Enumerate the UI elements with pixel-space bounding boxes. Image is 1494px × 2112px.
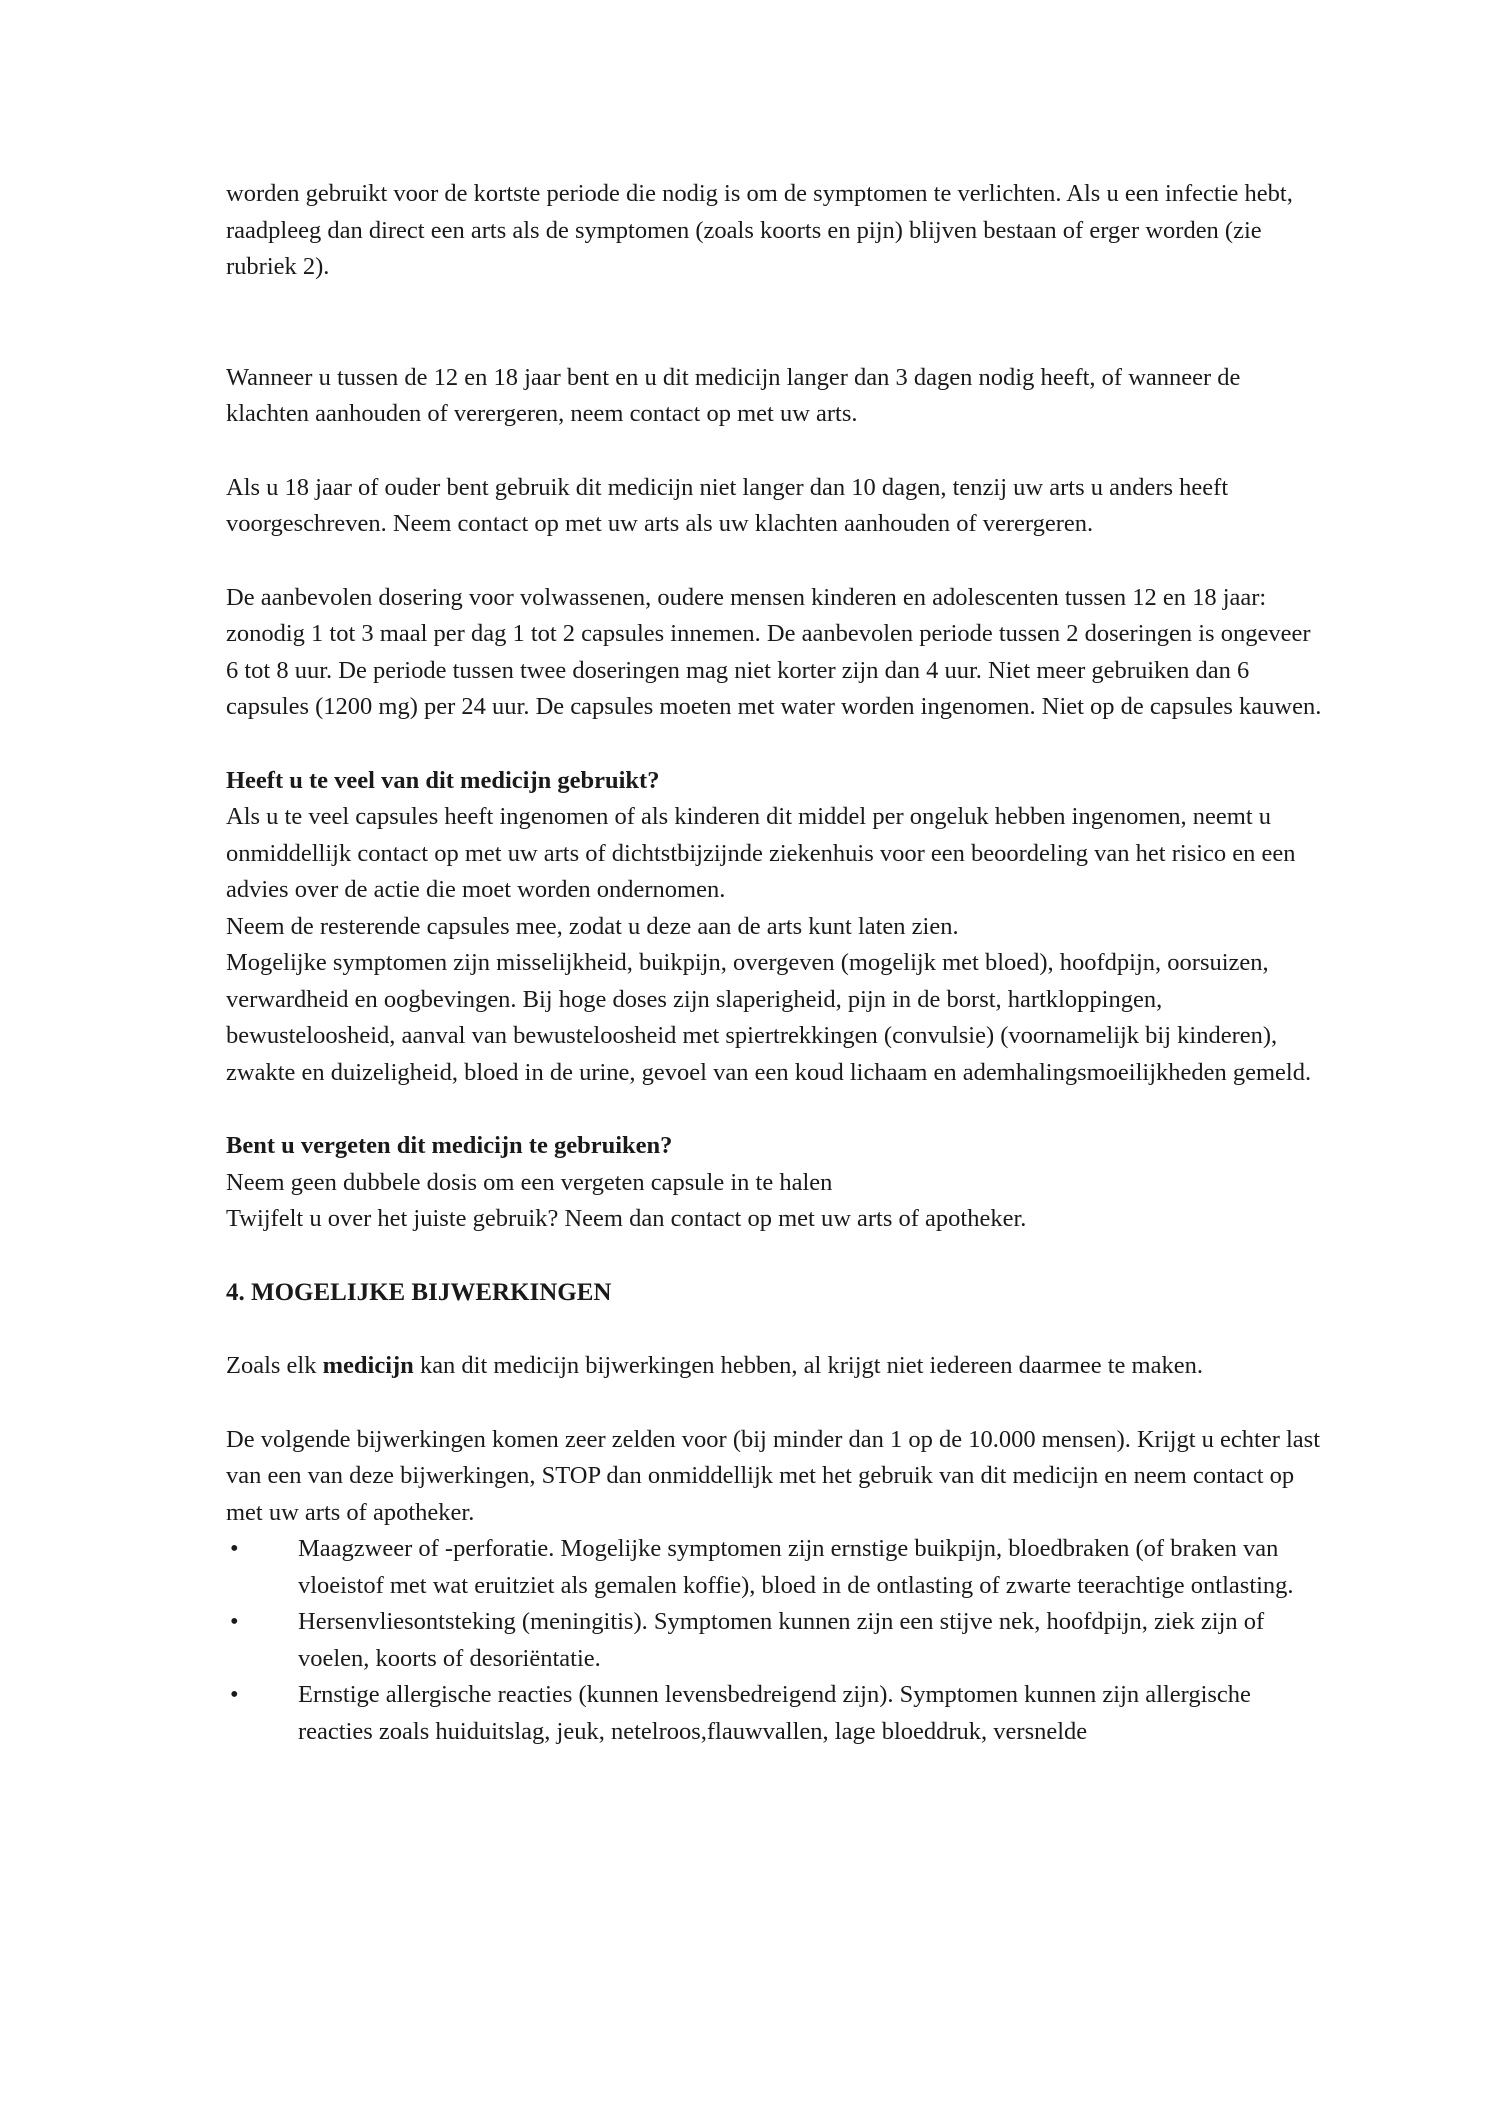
bullet-icon: • <box>230 1535 239 1562</box>
list-item-text: Ernstige allergische reacties (kunnen levensbedreigend zijn). Symptomen kunnen zijn allergische reacties zoals huiduitslag, jeuk, netelroos,flauwvallen, lage bloeddruk, versnelde <box>298 1681 1251 1745</box>
spacer <box>226 1311 1326 1348</box>
dosage-paragraph: De aanbevolen dosering voor volwassenen, oudere mensen kinderen en adolescenten tussen 12 en 18 jaar: zonodig 1 tot 3 maal per dag 1 tot 2 capsules innemen. De aanbevolen periode tussen 2 doseringen is ongeveer 6 tot 8 uur. De periode tussen twee doseringen mag niet korter zijn dan 4 uur. Niet meer gebruiken dan 6 capsules (1200 mg) per 24 uur. De capsules moeten met water worden ingenomen. Niet op de capsules kauwen. <box>226 583 1322 720</box>
bullet-icon: • <box>230 1681 239 1708</box>
spacer <box>226 286 1326 360</box>
forgot-line-2: Twijfelt u over het juiste gebruik? Neem dan contact op met uw arts of apotheker. <box>226 1205 1027 1232</box>
list-item <box>226 1677 1326 1750</box>
list-item-text: Maagzweer of -perforatie. Mogelijke symptomen zijn ernstige buikpijn, bloedbraken (of braken van vloeistof met wat eruitziet als gemalen koffie), bloed in de ontlasting of zwarte teerachtige ontlasting. <box>298 1535 1294 1599</box>
document-page <box>226 176 1326 1750</box>
section-4-title: 4. MOGELIJKE BIJWERKINGEN <box>226 1278 612 1306</box>
spacer <box>226 433 1326 470</box>
intro-paragraph-2: Wanneer u tussen de 12 en 18 jaar bent en u dit medicijn langer dan 3 dagen nodig heeft, of wanneer de klachten aanhouden of verergeren, neem contact op met uw arts. <box>226 363 1241 427</box>
section-4-intro-bold: medicijn <box>322 1352 414 1379</box>
forgot-heading: Bent u vergeten dit medicijn te gebruiken? <box>226 1132 673 1159</box>
very-rare-side-effects-paragraph: De volgende bijwerkingen komen zeer zelden voor (bij minder dan 1 op de 10.000 mensen). Krijgt u echter last van een van deze bijwerkingen, STOP dan onmiddellijk met het gebruik van dit medicijn en neem contact op met uw arts of apotheker. <box>226 1425 1320 1526</box>
bullet-icon: • <box>230 1608 239 1635</box>
section-4-intro <box>226 1348 1326 1385</box>
spacer <box>226 726 1326 763</box>
spacer <box>226 1385 1326 1422</box>
spacer <box>226 1238 1326 1275</box>
list-item <box>226 1531 1326 1604</box>
overdose-symptoms-paragraph: Mogelijke symptomen zijn misselijkheid, buikpijn, overgeven (mogelijk met bloed), hoofdpijn, oorsuizen, verwardheid en oogbevingen. Bij hoge doses zijn slaperigheid, pijn in de borst, hartkloppingen, bewusteloosheid, aanval van bewusteloosheid met spiertrekkingen (convulsie) (voornamelijk bij kinderen), zwakte en duizeligheid, bloed in de urine, gevoel van een koud lichaam en ademhalingsmoeilijkheden gemeld. <box>226 949 1312 1086</box>
list-item-text: Hersenvliesontsteking (meningitis). Symptomen kunnen zijn een stijve nek, hoofdpijn, ziek zijn of voelen, koorts of desoriëntatie. <box>298 1608 1265 1672</box>
overdose-paragraph-1: Als u te veel capsules heeft ingenomen of als kinderen dit middel per ongeluk hebben ingenomen, neemt u onmiddellijk contact op met uw arts of dichtstbijzijnde ziekenhuis voor een beoordeling van het risico en een advies over de actie die moet worden ondernomen. <box>226 803 1296 903</box>
forgot-line-1: Neem geen dubbele dosis om een vergeten capsule in te halen <box>226 1168 833 1196</box>
spacer <box>226 543 1326 580</box>
section-4-intro-start: Zoals elk <box>226 1352 323 1379</box>
overdose-heading: Heeft u te veel van dit medicijn gebruikt? <box>226 766 660 794</box>
overdose-paragraph-2: Neem de resterende capsules mee, zodat u deze aan de arts kunt laten zien. <box>226 912 959 940</box>
spacer <box>226 1091 1326 1128</box>
intro-paragraph-3: Als u 18 jaar of ouder bent gebruik dit medicijn niet langer dan 10 dagen, tenzij uw arts u anders heeft voorgeschreven. Neem contact op met uw arts als uw klachten aanhouden of verergeren. <box>226 473 1229 537</box>
side-effects-list <box>226 1531 1326 1750</box>
intro-paragraph-1: worden gebruikt voor de kortste periode die nodig is om de symptomen te verlichten. Als u een infectie hebt, raadpleeg dan direct een arts als de symptomen (zoals koorts en pijn) blijven bestaan of erger worden (zie rubriek 2). <box>226 180 1293 280</box>
section-4-intro-end: kan dit medicijn bijwerkingen hebben, al krijgt niet iedereen daarmee te maken. <box>413 1352 1203 1379</box>
list-item <box>226 1604 1326 1677</box>
